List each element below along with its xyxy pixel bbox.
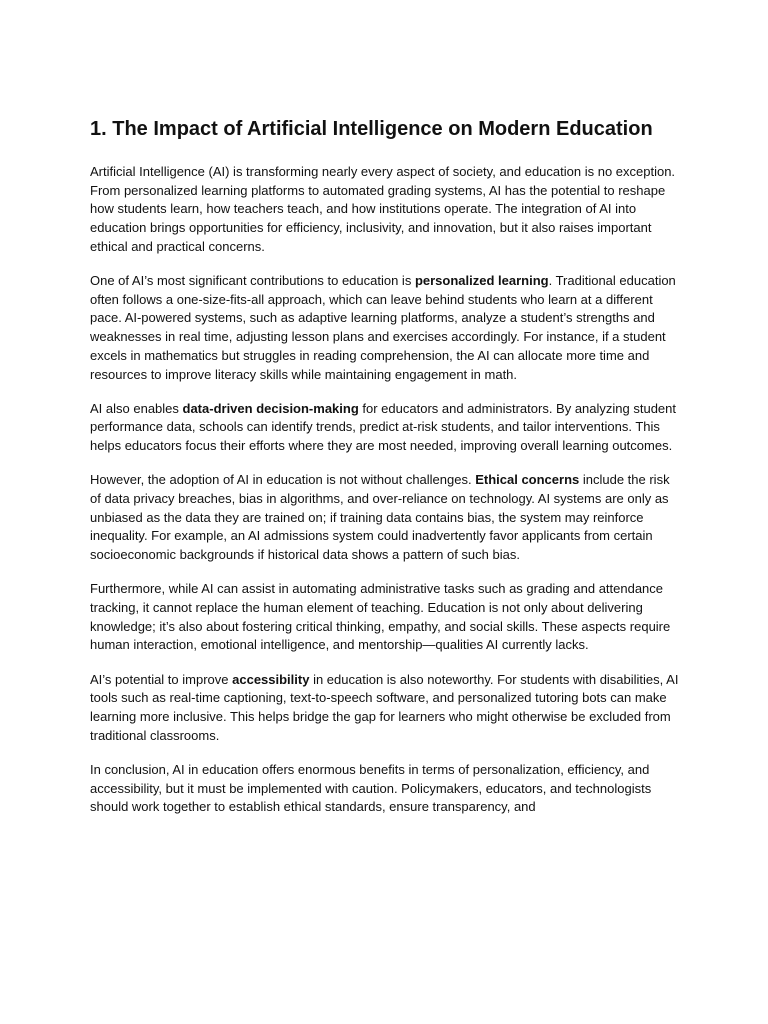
paragraph-text-before: One of AI’s most significant contributions to education is [90, 273, 415, 289]
paragraph-text-after: . Traditional education often follows a one-size-fits-all approach, which can leave behind students who learn at a different pace. AI-powered systems, such as adaptive learning platforms, analyze a student’s strengths and weaknesses in real time, adjusting lesson plans and exercises accordingly. For instance, if a student excels in mathematics but struggles in reading comprehension, the AI can allocate more time and resources to improve literacy skills while maintaining engagement in math. [90, 273, 676, 382]
paragraph-text-before: However, the adoption of AI in education is not without challenges. [90, 472, 476, 488]
paragraph-text-after: include the risk of data privacy breaches, bias in algorithms, and over-reliance on technology. AI systems are only as unbiased as the data they are trained on; if training data contains bias, the system may reinforce inequality. For example, an AI admissions system could inadvertently favor applicants from certain socioeconomic backgrounds if historical data shows a pattern of such bias. [90, 472, 670, 563]
paragraph-text-before: AI’s potential to improve [90, 671, 233, 687]
paragraph-text: In conclusion, AI in education offers enormous benefits in terms of personalization, efficiency, and accessibility, but it must be implemented with caution. Policymakers, educators, and technologists should work together to establish ethical standards, ensure transparency, and [90, 761, 652, 815]
document-title: 1. The Impact of Artificial Intelligence on Modern Education [90, 118, 653, 140]
paragraph-text-after: in education is also noteworthy. For students with disabilities, AI tools such as real-time captioning, text-to-speech software, and personalized tutoring bots can make learning more inclusive. This helps bridge the gap for learners who might otherwise be excluded from traditional classrooms. [90, 671, 679, 743]
paragraph-text: Furthermore, while AI can assist in automating administrative tasks such as grading and attendance tracking, it cannot replace the human element of teaching. Education is not only about delivering knowledge; it’s also about fostering critical thinking, empathy, and social skills. These aspects require human interaction, emotional intelligence, and mentorship—qualities AI currently lacks. [90, 581, 671, 653]
bold-term: data-driven decision-making [182, 400, 359, 416]
paragraph-text-after: for educators and administrators. By analyzing student performance data, schools can identify trends, predict at-risk students, and tailor interventions. This helps educators focus their efforts where they are most needed, improving overall learning outcomes. [90, 400, 677, 454]
paragraph-intro [90, 163, 680, 257]
paragraph-text: Artificial Intelligence (AI) is transforming nearly every aspect of society, and education is no exception. From personalized learning platforms to automated grading systems, AI has the potential to reshape how students learn, how teachers teach, and how institutions operate. The integration of AI into education brings opportunities for efficiency, inclusivity, and innovation, but it also raises important ethical and practical concerns. [90, 164, 676, 254]
paragraph-accessibility [90, 671, 680, 746]
bold-term: personalized learning [414, 273, 549, 289]
paragraph-personalized-learning [90, 272, 680, 384]
bold-term: accessibility [232, 671, 310, 687]
paragraph-ethical-concerns [90, 471, 680, 565]
paragraph-human-element [90, 580, 680, 655]
paragraph-data-driven [90, 400, 680, 456]
paragraph-conclusion [90, 761, 680, 817]
paragraph-text-before: AI also enables [90, 400, 183, 416]
bold-term: Ethical concerns [475, 472, 580, 488]
document-page [90, 115, 680, 833]
